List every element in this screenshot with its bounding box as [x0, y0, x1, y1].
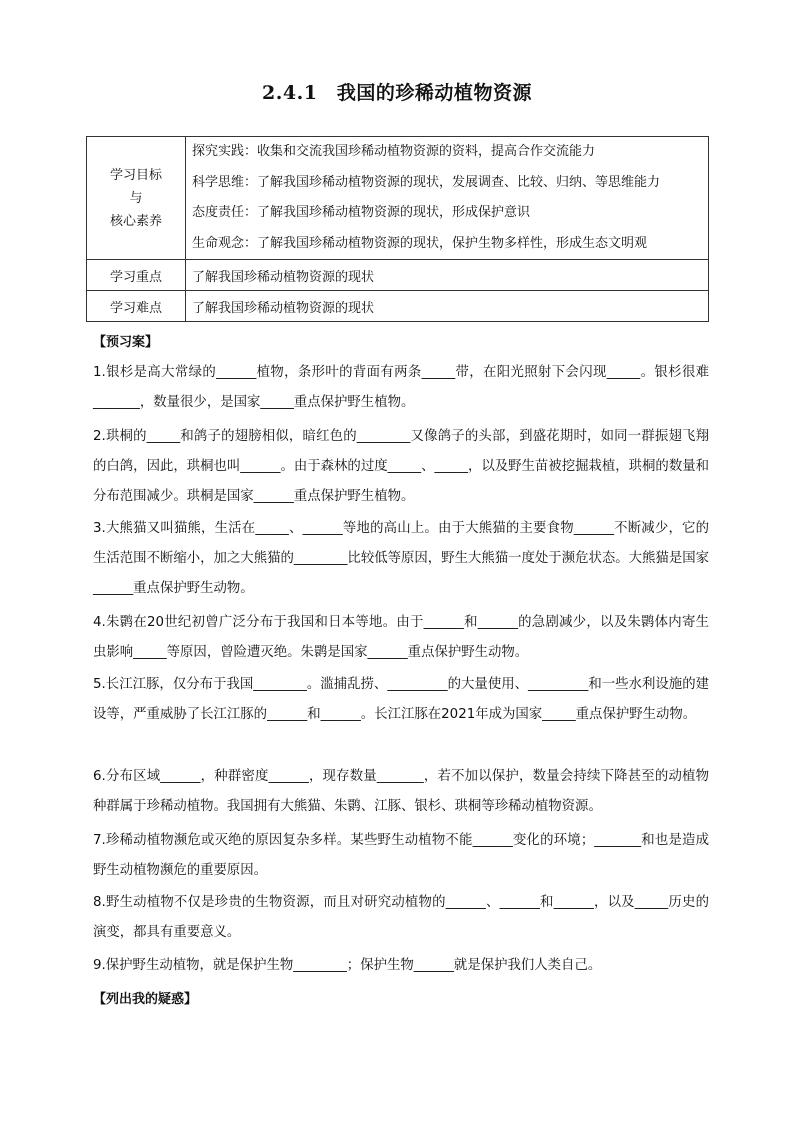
learning-goals-table — [86, 136, 709, 322]
difficulty-text: 了解我国珍稀动植物资源的现状 — [186, 291, 709, 322]
goals-content-cell — [186, 137, 709, 260]
preview-heading: 【预习案】 — [93, 335, 159, 350]
goal-item: 科学思维：了解我国珍稀动植物资源的现状，发展调查、比较、归纳、等思维能力 — [192, 174, 661, 190]
difficulty-label: 学习难点 — [87, 291, 186, 322]
key-point-row — [87, 260, 709, 291]
goal-item: 态度责任：了解我国珍稀动植物资源的现状，形成保护意识 — [192, 205, 531, 220]
question-item: 8.野生动植物不仅是珍贵的生物资源，而且对研究动植物的______、______和______，以及_____历史的演变，都具有重要意义。 — [93, 895, 709, 940]
key-point-text: 了解我国珍稀动植物资源的现状 — [186, 260, 709, 291]
question-item: 9.保护野生动植物，就是保护生物________；保护生物______就是保护我们人类自己。 — [93, 958, 602, 973]
question-item: 3.大熊猫又叫猫熊，生活在_____、______等地的高山上。由于大熊猫的主要食物______不断减少，它的生活范围不断缩小，加之大熊猫的________比较低等原因，野生大熊猫一度处于濒危状态。大熊猫是国家______重点保护野生动物。 — [93, 521, 709, 596]
doubts-heading: 【列出我的疑惑】 — [93, 992, 198, 1007]
difficulty-row — [87, 291, 709, 322]
goal-item: 生命观念：了解我国珍稀动植物资源的现状，保护生物多样性，形成生态文明观 — [192, 235, 648, 251]
question-item: 2.珙桐的_____和鸽子的翅膀相似，暗红色的________又像鸽子的头部，到盛花期时，如同一群振翅飞翔的白鸽，因此，珙桐也叫______。由于森林的过度_____、_____，以及野生苗被挖掘栽植，珙桐的数量和分布范围减少。珙桐是国家______重点保护野生植物。 — [93, 429, 709, 504]
key-point-label: 学习重点 — [87, 260, 186, 291]
question-item: 4.朱鹮在20世纪初曾广泛分布于我国和日本等地。由于______和______的急剧减少，以及朱鹮体内寄生虫影响_____等原因，曾险遭灭绝。朱鹮是国家______重点保护野生动物。 — [93, 615, 709, 660]
goal-item: 探究实践：收集和交流我国珍稀动植物资源的资料，提高合作交流能力 — [192, 144, 596, 159]
page-title: 2.4.1 我国的珍稀动植物资源 — [262, 82, 532, 104]
question-item: 6.分布区域______，种群密度______，现存数量_______，若不加以保护，数量会持续下降甚至的动植物种群属于珍稀动植物。我国拥有大熊猫、朱鹮、江豚、银杉、珙桐等珍稀动植物资源。 — [93, 769, 709, 814]
question-item: 5.长江江豚，仅分布于我国________。滥捕乱捞、_________的大量使用、_________和一些水利设施的建设等，严重威胁了长江江豚的______和______。长江江豚在2021年成为国家_____重点保护野生动物。 — [93, 677, 709, 722]
question-item: 1.银杉是高大常绿的______植物，条形叶的背面有两条_____带，在阳光照射下会闪现_____。银杉很难_______，数量很少，是国家_____重点保护野生植物。 — [93, 365, 709, 410]
goals-row — [87, 137, 709, 260]
goals-label-line: 与 — [129, 190, 143, 206]
goals-label-line: 核心素养 — [109, 213, 162, 229]
goals-label-cell — [87, 137, 186, 260]
goals-label-line: 学习目标 — [109, 167, 162, 183]
question-item: 7.珍稀动植物濒危或灭绝的原因复杂多样。某些野生动植物不能______变化的环境；_______和也是造成野生动植物濒危的重要原因。 — [93, 833, 709, 878]
